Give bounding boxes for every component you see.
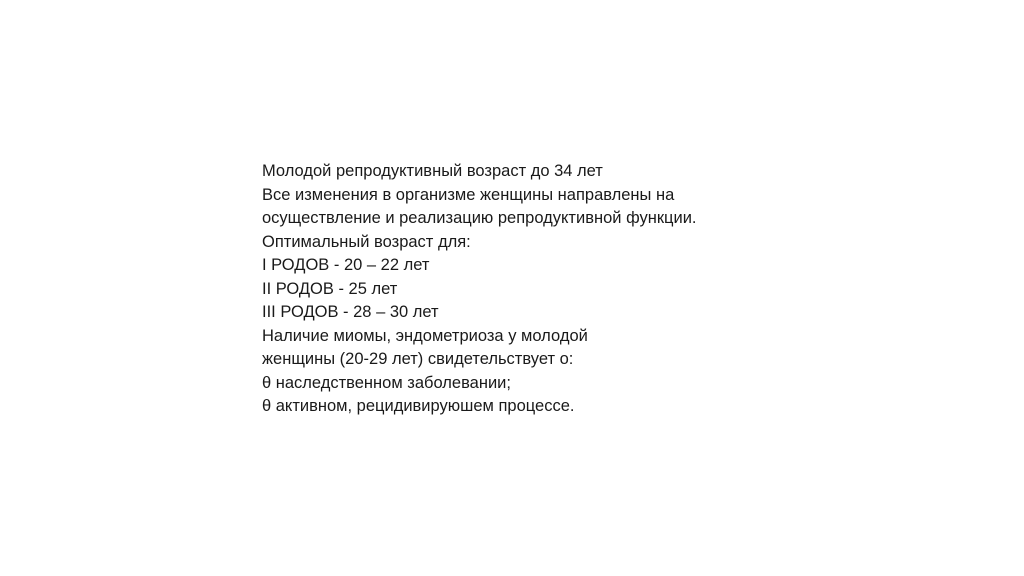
text-line-hereditary: θ наследственном заболевании; (262, 373, 511, 392)
slide-text-block (262, 160, 822, 419)
text-line-third-birth: III РОДОВ - 28 – 30 лет (262, 303, 439, 321)
text-line-optimal-age: Оптимальный возраст для: (262, 232, 471, 251)
text-line-first-birth: I РОДОВ - 20 – 22 лет (262, 256, 430, 274)
text-line-second-birth: II РОДОВ - 25 лет (262, 279, 398, 298)
text-line-myoma: Наличие миомы, эндометриоза у молодой (262, 326, 588, 345)
text-line-women-age: женщины (20-29 лет) свидетельствует о: (262, 350, 574, 368)
text-line-young-age: Молодой репродуктивный возраст до 34 лет (262, 162, 603, 180)
text-line-realization: осуществление и реализацию репродуктивной функции. (262, 209, 697, 227)
text-line-changes: Все изменения в организме женщины направлены на (262, 185, 675, 204)
text-line-active-process: θ активном, рецидивируюшем процессе. (262, 397, 575, 415)
